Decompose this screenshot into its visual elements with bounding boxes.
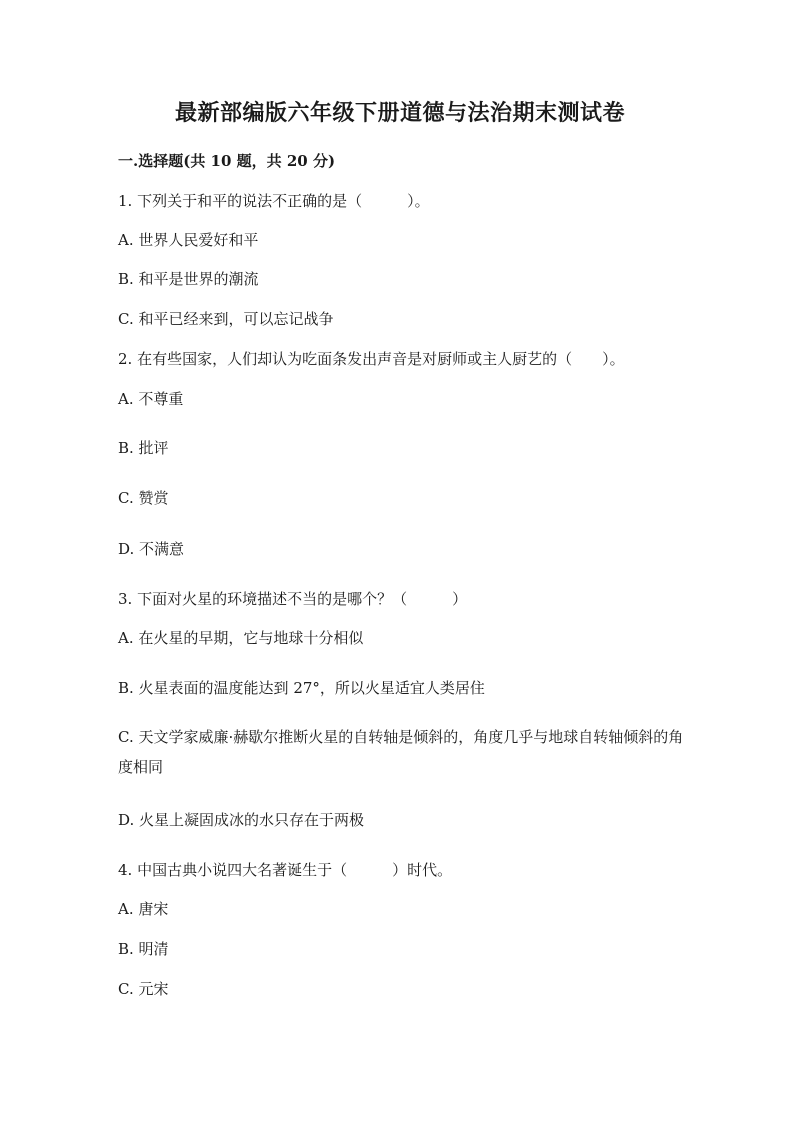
- question-2-option-b: B. 批评: [118, 439, 169, 457]
- page-title: 最新部编版六年级下册道德与法治期末测试卷: [174, 100, 625, 126]
- question-2-option-a: A. 不尊重: [118, 390, 184, 408]
- question-1-option-b: B. 和平是世界的潮流: [118, 270, 259, 288]
- question-2-option-d: D. 不满意: [118, 540, 185, 558]
- question-2-option-c: C. 赞赏: [118, 489, 169, 507]
- question-2-stem: 2. 在有些国家，人们却认为吃面条发出声音是对厨师或主人厨艺的（ ）。: [118, 350, 625, 368]
- question-1-stem: 1. 下列关于和平的说法不正确的是（ ）。: [118, 192, 430, 210]
- question-4-option-c: C. 元宋: [118, 980, 169, 998]
- question-4-option-a: A. 唐宋: [118, 900, 169, 918]
- question-3-option-a: A. 在火星的早期，它与地球十分相似: [118, 629, 364, 647]
- question-3-option-c: C. 天文学家威廉·赫歇尔推断火星的自转轴是倾斜的，角度几乎与地球自转轴倾斜的角度相同: [118, 728, 684, 776]
- question-4-option-b: B. 明清: [118, 940, 169, 958]
- section-heading: 一.选择题(共 10 题，共 20 分): [118, 152, 336, 170]
- question-4-stem: 4. 中国古典小说四大名著诞生于（ ）时代。: [118, 861, 453, 879]
- question-3-option-d: D. 火星上凝固成冰的水只存在于两极: [118, 811, 365, 829]
- question-1-option-c: C. 和平已经来到，可以忘记战争: [118, 310, 334, 328]
- question-3-option-b: B. 火星表面的温度能达到 27°，所以火星适宜人类居住: [118, 679, 485, 697]
- question-3-stem: 3. 下面对火星的环境描述不当的是哪个？（ ）: [118, 590, 468, 608]
- question-1-option-a: A. 世界人民爱好和平: [118, 231, 259, 249]
